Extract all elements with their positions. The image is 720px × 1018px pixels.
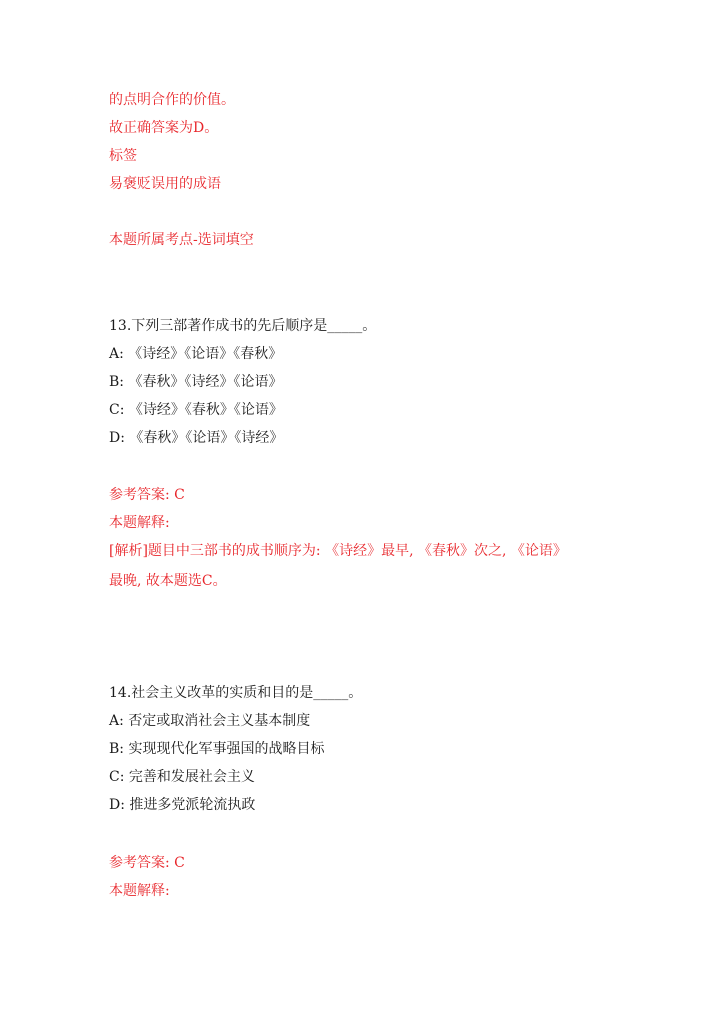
question-13-option-a: A: 《诗经》《论语》《春秋》 — [109, 346, 283, 362]
question-13-option-d: D: 《春秋》《论语》《诗经》 — [109, 430, 284, 446]
tag-label: 标签 — [109, 148, 137, 164]
question-14-option-a: A: 否定或取消社会主义基本制度 — [109, 713, 311, 729]
question-14-explanation-label: 本题解释: — [109, 883, 170, 899]
question-14-option-b: B: 实现现代化军事强国的战略目标 — [109, 741, 325, 757]
question-13-answer: 参考答案: C — [109, 487, 185, 503]
question-13-option-c: C: 《诗经》《春秋》《论语》 — [109, 402, 283, 418]
question-13-option-b: B: 《春秋》《诗经》《论语》 — [109, 374, 283, 390]
question-14-option-d: D: 推进多党派轮流执政 — [109, 797, 256, 813]
tag-value: 易褒贬误用的成语 — [109, 176, 221, 192]
prev-explanation-line: 的点明合作的价值。 — [109, 92, 235, 108]
knowledge-point: 本题所属考点-选词填空 — [109, 232, 254, 248]
question-13-explanation-line: 最晚, 故本题选C。 — [109, 573, 227, 589]
question-14-stem: 14.社会主义改革的实质和目的是_____。 — [109, 685, 363, 701]
prev-answer-line: 故正确答案为D。 — [109, 120, 219, 136]
question-14-answer: 参考答案: C — [109, 855, 185, 871]
question-14-option-c: C: 完善和发展社会主义 — [109, 769, 255, 785]
question-13-explanation-label: 本题解释: — [109, 515, 170, 531]
question-13-explanation-line: [解析]题目中三部书的成书顺序为: 《诗经》最早, 《春秋》次之, 《论语》 — [109, 543, 567, 559]
question-13-stem: 13.下列三部著作成书的先后顺序是_____。 — [109, 318, 377, 334]
